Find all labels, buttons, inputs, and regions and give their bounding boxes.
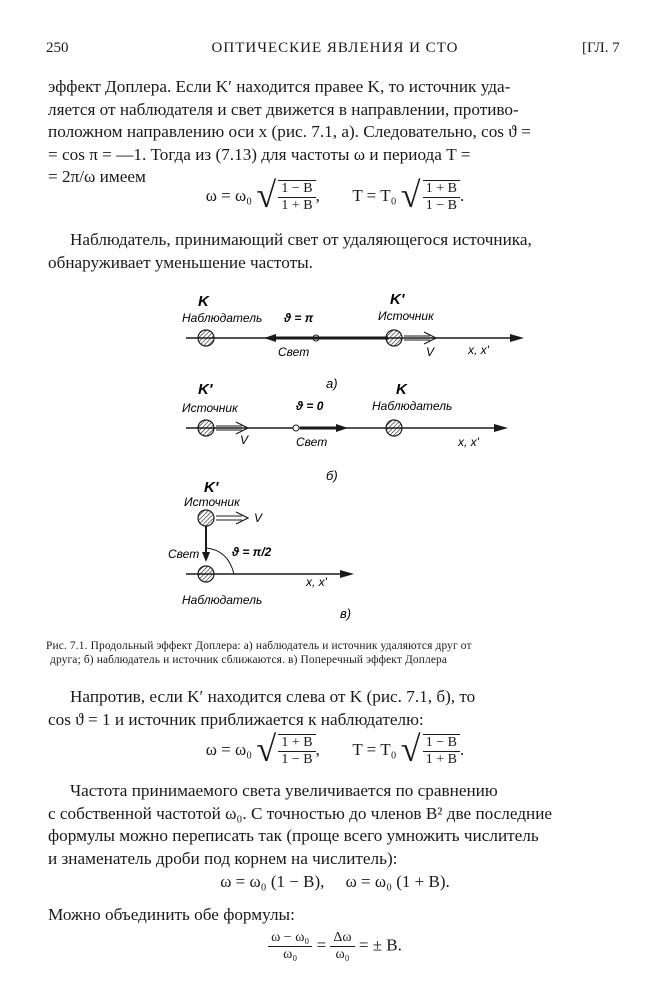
source-disk — [198, 510, 214, 526]
observer-label: Наблюдатель — [182, 311, 263, 325]
light-arrowhead — [202, 552, 210, 562]
text-line: Наблюдатель, принимающий свет от удаляющегося источника, — [70, 230, 532, 249]
eq-lhs: ω = ω₀ — [205, 739, 253, 759]
sqrt: √ $\frac{1 - B}{1 + B}$ — [401, 734, 460, 768]
light-label: Свет — [278, 345, 310, 359]
numerator: 1 + B — [278, 735, 315, 752]
chapter-marker: [ГЛ. 7 — [582, 40, 620, 56]
caption-line: друга; б) наблюдатель и источник сближаются. в) Поперечный эффект Доплера — [50, 653, 448, 666]
light-arrowhead — [264, 334, 276, 342]
numerator: Δω — [330, 930, 354, 947]
eq-end: . — [460, 739, 465, 759]
numerator: 1 − B — [423, 735, 460, 752]
sqrt: √ $\frac{1 + B}{1 - B}$ — [256, 734, 315, 768]
frame-label-K: K — [396, 381, 407, 398]
denominator: 1 + B — [425, 752, 458, 767]
text-line: Можно объединить обе формулы: — [48, 905, 295, 924]
text-line: обнаруживает уменьшение частоты. — [48, 252, 313, 272]
numerator: 1 + B — [423, 181, 460, 198]
frame-label-Kprime: K' — [390, 291, 405, 308]
source-disk — [198, 420, 214, 436]
axis-arrow — [340, 570, 354, 578]
figure-panel-a — [182, 291, 524, 391]
eq-lhs: T = T₀ — [352, 739, 397, 759]
axis-arrow — [494, 424, 508, 432]
panel-tag: а) — [326, 376, 338, 391]
velocity-label: V — [426, 345, 435, 359]
numerator: ω − ω₀ — [268, 930, 312, 947]
panel-tag: б) — [326, 468, 338, 483]
fraction — [330, 930, 354, 963]
observer-label: Наблюдатель — [372, 399, 453, 413]
figure-7-1 — [150, 280, 530, 625]
axis-arrow — [510, 334, 524, 342]
text-line: Частота принимаемого света увеличивается по сравнению — [70, 781, 498, 800]
text-line: и знаменатель дроби под корнем на числитель): — [48, 848, 398, 868]
text-line: формулы можно переписать так (проще всего умножить числитель — [48, 826, 539, 845]
frame-label-K: K — [198, 293, 209, 310]
light-label: Свет — [168, 547, 200, 561]
eq-lhs: ω = ω₀ — [205, 185, 253, 205]
observer-disk — [198, 566, 214, 582]
denominator: ω₀ — [283, 947, 298, 962]
text-line: Напротив, если K′ находится слева от K (рис. 7.1, б), то — [70, 687, 476, 706]
velocity-label: V — [254, 511, 263, 525]
frame-label-Kprime: K' — [204, 479, 219, 496]
denominator: ω₀ — [335, 947, 350, 962]
paragraph-1 — [48, 76, 626, 189]
equation-4 — [0, 930, 670, 963]
observer-disk — [386, 420, 402, 436]
paragraph-5 — [48, 904, 626, 927]
paragraph-2 — [48, 229, 626, 274]
text-line: с собственной частотой ω₀. С точностью до членов B² две последние — [48, 803, 553, 823]
angle-label: ϑ = π/2 — [232, 545, 272, 559]
eq-sep: , — [315, 185, 320, 205]
source-disk — [386, 330, 402, 346]
denominator: 1 + B — [281, 198, 313, 213]
observer-disk — [198, 330, 214, 346]
light-label: Свет — [296, 435, 328, 449]
figure-caption — [46, 640, 628, 667]
page-number: 250 — [46, 40, 69, 56]
source-label: Источник — [182, 401, 238, 415]
source-label: Источник — [184, 495, 240, 509]
angle-label: ϑ = 0 — [296, 399, 324, 413]
velocity-arrow — [236, 512, 248, 524]
equation-2 — [0, 729, 670, 769]
numerator: 1 − B — [278, 181, 315, 198]
paragraph-3 — [48, 686, 626, 731]
caption-line: Рис. 7.1. Продольный эффект Доплера: а) наблюдатель и источник удаляются друг от — [46, 640, 472, 652]
text-line: эффект Доплера. Если K′ находится правее K, то источник уда- — [48, 77, 511, 96]
text-line: = cos π = —1. Тогда из (7.13) для частоты ω и периода T = — [48, 144, 471, 164]
axis-label: x, x' — [468, 343, 489, 357]
axis-label: x, x' — [306, 575, 327, 589]
eq-lhs: T = T₀ — [352, 185, 397, 205]
denominator: 1 − B — [281, 752, 313, 767]
origin-point — [293, 425, 299, 431]
fraction — [268, 930, 312, 963]
text-line: cos ϑ = 1 и источник приближается к наблюдателю: — [48, 709, 424, 729]
frame-label-Kprime: K' — [198, 381, 213, 398]
paragraph-4 — [48, 780, 626, 870]
figure-panel-c — [168, 479, 354, 621]
observer-label: Наблюдатель — [182, 593, 263, 607]
eq-end: . — [460, 185, 465, 205]
denominator: 1 − B — [425, 198, 458, 213]
source-label: Источник — [378, 309, 434, 323]
sqrt: √ $\frac{1 + B}{1 - B}$ — [401, 180, 460, 214]
running-title: ОПТИЧЕСКИЕ ЯВЛЕНИЯ И СТО — [211, 40, 459, 56]
eq-sign: = — [316, 935, 327, 955]
text-line: = 2π/ω имеем — [48, 167, 146, 186]
text-line: ляется от наблюдателя и свет движется в направлении, противо- — [48, 99, 519, 119]
figure-panel-b — [182, 381, 508, 483]
eq-sep: , — [315, 739, 320, 759]
sqrt: √ $\frac{1 - B}{1 + B}$ — [256, 180, 315, 214]
light-arrowhead — [336, 424, 348, 432]
text-line: положном направлению оси x (рис. 7.1, a). Следовательно, cos ϑ = — [48, 122, 531, 141]
axis-label: x, x' — [458, 435, 479, 449]
panel-tag: в) — [340, 606, 352, 621]
velocity-label: V — [240, 433, 249, 447]
angle-label: ϑ = π — [284, 311, 314, 325]
eq-rhs: = ± B. — [358, 935, 402, 955]
equation-3: ω = ω₀ (1 − B), ω = ω₀ (1 + B). — [220, 872, 450, 891]
